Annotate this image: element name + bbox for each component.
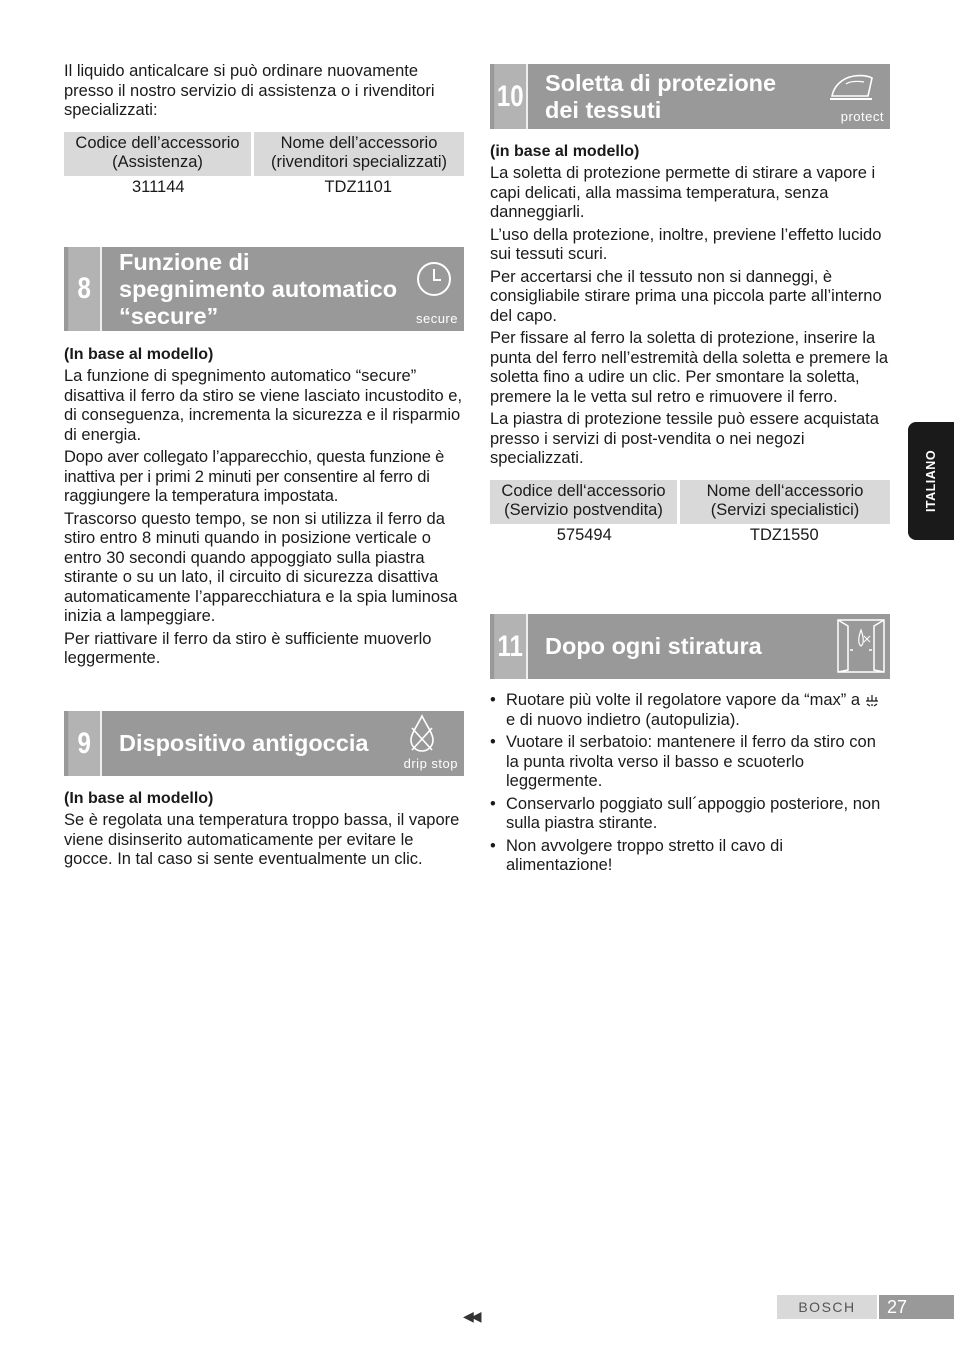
back-arrows-icon[interactable]: ◀◀ xyxy=(463,1308,479,1324)
section-number: 11 xyxy=(494,614,528,679)
section-title: Dispositivo antigoccia xyxy=(119,730,369,756)
section-9-body xyxy=(64,789,464,873)
accessory-table-protect xyxy=(490,480,890,548)
table-header-code: Codice dell‘accessorio (Servizio postvendita) xyxy=(490,480,679,524)
section-9-header xyxy=(64,711,464,776)
table-header-code: Codice dell’accessorio (Assistenza) xyxy=(64,132,253,176)
paragraph: Dopo aver collegato l’apparecchio, questa funzione è inattiva per i primi 2 minuti per consentire al ferro di raggiungere la temperatura impostata. xyxy=(64,448,445,505)
table-header-name: Nome dell‘accessorio (Servizi specialistici) xyxy=(679,480,891,524)
section-subtitle: (in base al modello) xyxy=(490,143,640,160)
list-item: • Conservarlo poggiato sull´appoggio posteriore, non sulla piastra stirante. xyxy=(490,795,890,834)
section-subtitle: (In base al modello) xyxy=(64,790,214,807)
table-cell-name: TDZ1101 xyxy=(324,177,393,196)
paragraph: La soletta di protezione permette di stirare a vapore i capi delicati, alla massima temperatura, senza danneggiarli. xyxy=(490,164,876,221)
page-number: 27 xyxy=(879,1295,954,1319)
section-number: 10 xyxy=(494,64,528,129)
after-ironing-list xyxy=(490,691,890,876)
section-title: Soletta di protezione dei tessuti xyxy=(545,69,777,123)
paragraph: La funzione di spegnimento automatico “secure” disattiva il ferro da stiro se viene lasciato incustodito e, di conseguenza, incrementa la sicurezza e il risparmio di energia. xyxy=(64,367,463,444)
list-item: • Vuotare il serbatoio: mantenere il ferro da stiro con la punta rivolta verso il basso e scuoterlo leggermente. xyxy=(490,733,890,792)
drip-stop-icon xyxy=(384,711,464,776)
icon-label: drip stop xyxy=(403,756,458,771)
section-10-header xyxy=(490,64,890,129)
intro-text: Il liquido anticalcare si può ordinare nuovamente presso il nostro servizio di assistenza o i rivenditori specializzati: xyxy=(64,62,435,119)
accessory-table-descaler xyxy=(64,132,464,200)
brand-label: BOSCH xyxy=(777,1295,877,1319)
table-cell-code: 575494 xyxy=(556,525,612,544)
section-11-header xyxy=(490,614,890,679)
section-title: Funzione di spegnimento automatico “secure” xyxy=(119,248,398,329)
table-cell-code: 311144 xyxy=(131,177,185,196)
steam-clean-icon xyxy=(865,693,879,707)
wardrobe-icon xyxy=(810,614,890,679)
paragraph: Per fissare al ferro la soletta di protezione, inserire la punta del ferro nell’estremità della soletta e premere la soletta fino a udire un clic. Per smontare la soletta, premere la le vetta sul retro e rimuovere il ferro. xyxy=(490,329,889,406)
paragraph: Per accertarsi che il tessuto non si danneggi, è consigliabile stirare prima una piccola parte all’interno del capo. xyxy=(490,267,882,325)
paragraph: La piastra di protezione tessile può essere acquistata presso i servizi di post-vendita o nei negozi specializzati. xyxy=(490,410,879,467)
paragraph: Trascorso questo tempo, se non si utilizza il ferro da stiro entro 8 minuti quando in posizione verticale o entro 30 secondi quando appoggiato sulla piastra stirante o su un lato, il circuito di sicurezza disattiva automaticamente l’apparecchiatura e la spia luminosa inizia a lampeggiare. xyxy=(64,509,458,625)
section-8-header xyxy=(64,247,464,331)
language-tab-label: ITALIANO xyxy=(924,449,938,513)
list-item: • Ruotare più volte il regolatore vapore da “max” a e di nuovo indietro (autopulizia). xyxy=(490,691,890,730)
section-11-body xyxy=(490,691,890,879)
section-subtitle: (In base al modello) xyxy=(64,346,214,363)
section-number: 9 xyxy=(68,711,102,776)
section-number: 8 xyxy=(68,247,102,331)
list-item: • Non avvolgere troppo stretto il cavo di alimentazione! xyxy=(490,837,890,876)
icon-label: secure xyxy=(415,311,458,326)
section-8-body xyxy=(64,345,464,672)
clock-icon xyxy=(402,247,464,331)
intro-block xyxy=(64,62,464,199)
paragraph: L’uso della protezione, inoltre, previene l’effetto lucido sui tessuti scuri. xyxy=(490,225,882,263)
icon-label: protect xyxy=(840,109,884,124)
language-tab xyxy=(908,422,954,540)
section-title: Dopo ogni stiratura xyxy=(545,633,762,659)
table-cell-name: TDZ1550 xyxy=(749,525,819,544)
iron-protect-icon xyxy=(810,64,890,129)
table-header-name: Nome dell’accessorio (rivenditori specializzati) xyxy=(253,132,465,176)
paragraph: Per riattivare il ferro da stiro è sufficiente muoverlo leggermente. xyxy=(64,629,432,667)
section-10-body xyxy=(490,142,890,547)
paragraph: Se è regolata una temperatura troppo bassa, il vapore viene disinserito automaticamente per evitare le gocce. In tal caso si sente eventualmente un clic. xyxy=(64,811,460,868)
